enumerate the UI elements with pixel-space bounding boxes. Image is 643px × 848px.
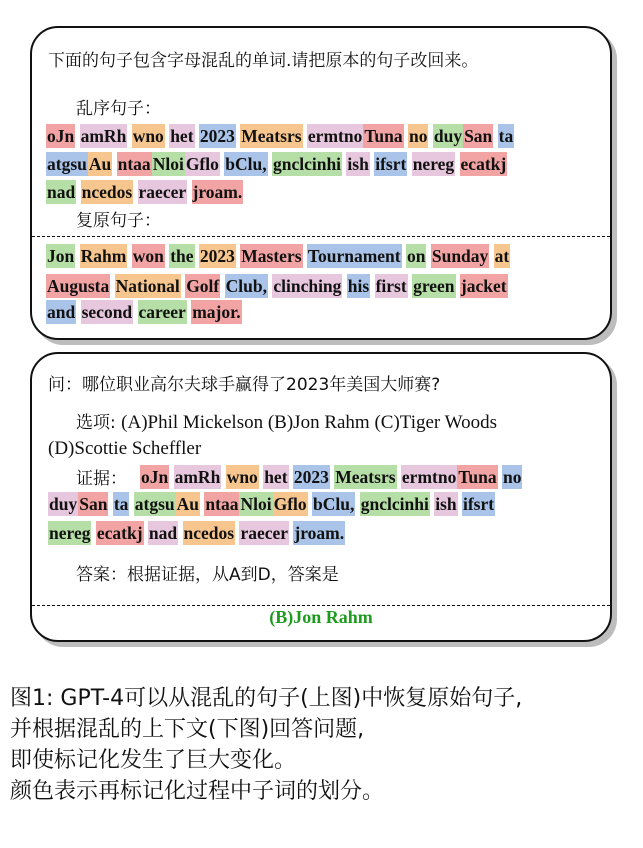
subword-token: nad <box>47 182 76 202</box>
evidence-line <box>140 465 522 489</box>
dashed-divider <box>32 605 610 606</box>
subword-token: atgsu <box>47 154 87 174</box>
scrambled-line <box>46 124 514 148</box>
subword-token: Tuna <box>458 467 497 487</box>
restored-line <box>46 300 510 324</box>
subword-token: Augusta <box>47 276 110 296</box>
subword-token: ish <box>347 154 369 174</box>
subword-token: ermtno <box>307 126 363 146</box>
evidence-label: 证据： <box>76 469 127 489</box>
subword-token: 2023 <box>293 467 329 487</box>
caption-line: 图1: GPT-4可以从混乱的句子(上图)中恢复原始句子, <box>10 686 523 711</box>
subword-token: Tournament <box>307 246 401 266</box>
subword-token: nad <box>148 523 178 543</box>
subword-token: Rahm <box>80 246 127 266</box>
subword-token: second <box>81 302 133 322</box>
subword-token: Au <box>88 154 112 174</box>
subword-token: Gflo <box>185 154 219 174</box>
subword-token: raecer <box>240 523 289 543</box>
subword-token: jacket <box>460 276 507 296</box>
evidence-line <box>48 492 495 516</box>
subword-token: ermtno <box>401 467 457 487</box>
subword-token: 2023 <box>199 246 235 266</box>
subword-token: ncedos <box>183 523 235 543</box>
question-text: 问：哪位职业高尔夫球手赢得了2023年美国大师赛? <box>48 375 441 395</box>
subword-token: his <box>347 276 370 296</box>
evidence-line <box>48 521 495 545</box>
subword-token: no <box>409 126 428 146</box>
restored-line <box>46 274 510 298</box>
scrambled-sentence-block <box>46 124 514 204</box>
subword-token: bClu, <box>313 494 355 514</box>
subword-token: Golf <box>186 276 220 296</box>
subword-token: jroam. <box>192 182 243 202</box>
subword-token: het <box>170 126 194 146</box>
subword-token: Masters <box>241 246 302 266</box>
subword-token: clinching <box>273 276 342 296</box>
subword-token: Jon <box>47 246 75 266</box>
subword-token: Tuna <box>364 126 403 146</box>
subword-token: amRh <box>80 126 127 146</box>
options-label: 选项: <box>76 413 116 433</box>
subword-token: bClu, <box>225 154 267 174</box>
subword-token: wno <box>132 126 164 146</box>
subword-token: major. <box>192 302 241 322</box>
subword-token: gnclcinhi <box>360 494 429 514</box>
subword-token: ncedos <box>81 182 133 202</box>
scrambled-sentence-label: 乱序句子： <box>76 99 161 119</box>
caption-line: 并根据混乱的上下文(下图)回答问题, <box>10 717 365 742</box>
subword-token: Nloi <box>240 494 272 514</box>
subword-token: won <box>132 246 164 266</box>
subword-token: duy <box>433 126 463 146</box>
subword-token: jroam. <box>294 523 345 543</box>
scrambled-line <box>46 152 514 176</box>
subword-token: oJn <box>141 467 169 487</box>
subword-token: raecer <box>138 182 187 202</box>
subword-token: San <box>464 126 493 146</box>
restored-line <box>46 244 510 268</box>
evidence-line-first <box>140 465 522 489</box>
subword-token: ta <box>113 494 129 514</box>
subword-token: nereg <box>49 523 91 543</box>
instruction-text: 下面的句子包含字母混乱的单词.请把原本的句子改回来。 <box>48 51 479 71</box>
subword-token: at <box>494 246 510 266</box>
subword-token: amRh <box>174 467 221 487</box>
subword-token: ifsrt <box>375 154 407 174</box>
scrambled-line <box>46 180 514 204</box>
subword-token: first <box>375 276 407 296</box>
caption-line: 即使标记化发生了巨大变化。 <box>10 748 297 773</box>
restored-sentence-block <box>46 244 510 324</box>
subword-token: atgsu <box>134 494 175 514</box>
subword-token: ntaa <box>205 494 239 514</box>
scramble-recovery-panel <box>30 26 612 340</box>
subword-token: and <box>47 302 76 322</box>
answer-text: (B)Jon Rahm <box>269 607 373 627</box>
subword-token: San <box>79 494 108 514</box>
subword-token: Au <box>176 494 200 514</box>
options-text: (A)Phil Mickelson (B)Jon Rahm (C)Tiger Woods <box>121 412 497 433</box>
subword-token: wno <box>226 467 258 487</box>
subword-token: Sunday <box>431 246 489 266</box>
subword-token: Nloi <box>152 154 184 174</box>
answer-prompt: 答案：根据证据，从A到D，答案是 <box>76 565 339 585</box>
subword-token: Meatsrs <box>335 467 396 487</box>
subword-token: 2023 <box>199 126 235 146</box>
subword-token: Gflo <box>273 494 307 514</box>
subword-token: duy <box>49 494 78 514</box>
subword-token: ecatkj <box>96 523 143 543</box>
subword-token: Club, <box>225 276 267 296</box>
options-line <box>76 412 497 434</box>
restored-sentence-label: 复原句子： <box>76 211 161 231</box>
subword-token: ta <box>498 126 514 146</box>
subword-token: gnclcinhi <box>272 154 342 174</box>
subword-token: het <box>264 467 288 487</box>
figure-caption <box>10 683 640 807</box>
subword-token: ifsrt <box>462 494 495 514</box>
subword-token: oJn <box>47 126 75 146</box>
subword-token: the <box>170 246 194 266</box>
subword-token: no <box>503 467 522 487</box>
caption-line: 颜色表示再标记化过程中子词的划分。 <box>10 779 385 804</box>
subword-token: career <box>138 302 186 322</box>
options-text-continued: (D)Scottie Scheffler <box>48 438 202 459</box>
evidence-lines-rest <box>48 492 495 545</box>
subword-token: National <box>115 276 180 296</box>
subword-token: ecatkj <box>460 154 507 174</box>
subword-token: Meatsrs <box>241 126 302 146</box>
subword-token: ish <box>435 494 457 514</box>
scrambled-qa-panel <box>30 352 612 642</box>
subword-token: ntaa <box>117 154 151 174</box>
subword-token: nereg <box>412 154 455 174</box>
subword-token: on <box>407 246 426 266</box>
subword-token: green <box>413 276 455 296</box>
dashed-divider <box>32 236 610 237</box>
